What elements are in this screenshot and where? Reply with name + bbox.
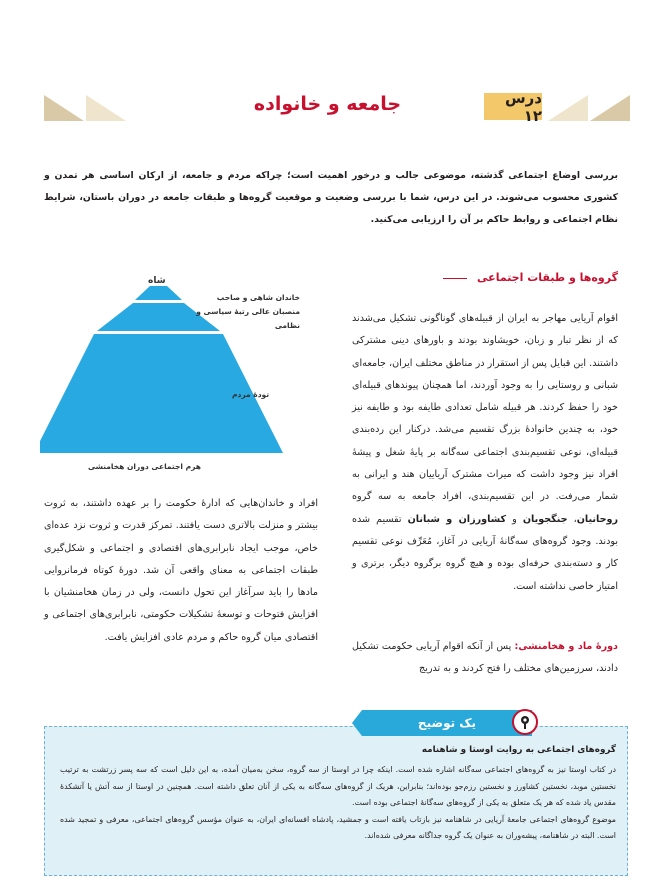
section-heading [410,271,618,284]
info-paragraph-1: در کتاب اوستا نیز به گروه‌های اجتماعی سه‌گانه اشاره شده است. اینکه چرا در اوستا از سه گروه، سخن به‌میان آمده، به این دلیل است که سه پسر زرتشت به ترتیب نخستین موبد، نخستین کشاورز و نخستین رزم‌جو بوده‌اند؛ بنابراین، هریک از گروه‌های سه‌گانه به یکی از آنان تعلق داشته است. همچنین در اوستا از سه آتش یا آتشکدهٔ مقدس یاد شده که هر یک متعلق به یکی از گروه‌های سه‌گانهٔ اجتماعی بوده است. [60,765,616,807]
info-tab: یک توضیح [362,710,532,736]
group-warriors: جنگجویان [522,513,568,525]
section-heading-text: گروه‌ها و طبقات اجتماعی [477,271,618,284]
group-clergy: روحانیان [576,513,619,525]
info-title: گروه‌های اجتماعی به روایت اوستا و شاهنامه [421,745,616,755]
section-paragraph-right [352,308,618,598]
header-decor-right-2 [590,95,630,121]
info-pin-glyph [517,714,533,730]
section-heading-rule [443,278,467,279]
header-decor-right-1 [548,95,588,121]
para1-end: تقسیم شده بودند. وجود گروه‌های سه‌گانهٔ آریایی در آغاز، مُعَرِّف نوعی تقسیم کار و دسته‌بندی حرفه‌ای بوده و هیچ گروه برگروه دیگر، برتری و امتیاز خاصی نداشته است. [352,513,618,592]
pyramid-label-middle: خاندان شاهی و صاحب منصبان عالی رتبهٔ سیاسی و نظامی [196,293,300,330]
para2-text: پس از آنکه اقوام آریایی حکومت تشکیل دادند، سرزمین‌های مختلف را فتح کردند و به تدریج [352,641,618,674]
info-pin-icon [512,709,538,735]
sep-2: و [506,513,523,525]
subheading-median-achaemenid: دورهٔ ماد و هخامنشی: [514,641,618,652]
section-paragraph-left: افراد و خاندان‌هایی که ادارهٔ حکومت را بر عهده داشتند، به ثروت بیشتر و منزلت بالاتری دست یافتند. تمرکز قدرت و ثروت نزد عده‌ای خاص، موجب ایجاد نابرابری‌های اقتصادی و اجتماعی و شکل‌گیری طبقات اجتماعی به معنای واقعی آن شد. دورهٔ کوتاه فرمانروایی مادها را باید سرآغاز این تحول دانست، ولی در زمان هخامنشیان با افزایش فتوحات و توسعهٔ تشکیلات حکومتی، نابرابری‌های اجتماعی و اقتصادی میان گروه حاکم و مردم عادی افزایش یافت. [44,498,318,643]
para1-text: اقوام آریایی مهاجر به ایران از قبیله‌های گوناگونی تشکیل می‌شدند که از نظر تبار و زبان، خویشاوند بودند و باورهای دینی مشترکی داشتند. این قبایل پس از استقرار در مناطق مختلف ایران، جامعه‌ای شبانی و روستایی را به وجود آوردند، اما همچنان پیوندهای قبیله‌ای خود را حفظ کردند. هر قبیله شامل تعدادی طایفه بود و طایفه نیز خود، به چندین خانوادهٔ بزرگ تقسیم می‌شد. درکنار این رده‌بندی قبیله‌ای، نوعی تقسیم‌بندی اجتماعی سه‌گانه بر پایهٔ شغل و پیشهٔ افراد نیز وجود داشت که میراث مشترک آریاییان هند و ایرانی به شمار می‌رفت. در این تقسیم‌بندی، افراد جامعه به سه گروه [352,313,618,503]
lesson-number-badge: درس ۱۲ [484,93,542,120]
group-farmers: کشاورزان و شبانان [407,513,507,525]
header-decor-left-1 [44,95,84,121]
pyramid-top-tier [135,286,182,300]
intro-paragraph: بررسی اوضاع اجتماعی گذشته، موضوعی جالب و درخور اهمیت است؛ چراکه مردم و جامعه، از ارکان اساسی هر تمدن و کشوری محسوب می‌شوند. در این درس، شما با بررسی وضعیت و موقعیت گروه‌ها و طبقات جامعه در دوران باستان، شرایط نظام اجتماعی و روابط حاکم بر آن را ارزیابی می‌کنید. [44,170,618,225]
sep-1: ، [567,513,577,525]
header-decor-left-2 [86,95,126,121]
pyramid-caption: هرم اجتماعی دوران هخامنشی [88,462,201,471]
info-tab-notch [352,710,362,736]
info-paragraph-2: موضوع گروه‌های اجتماعی جامعهٔ آریایی در شاهنامه نیز بازتاب یافته است و جمشید، پادشاه افسانه‌ای ایران، به عنوان مؤسس گروه‌های اجتماعی، معرفی و تمجید شده است. البته در شاهنامه، پیشه‌وران به عنوان یک گروه جداگانه معرفی شده‌اند. [60,814,616,840]
lesson-title: جامعه و خانواده [253,93,402,115]
pyramid-label-bottom: تودهٔ مردم [232,390,270,399]
section-paragraph-median [352,636,618,680]
pyramid-label-top: شاه [148,276,166,286]
info-body [60,762,616,845]
